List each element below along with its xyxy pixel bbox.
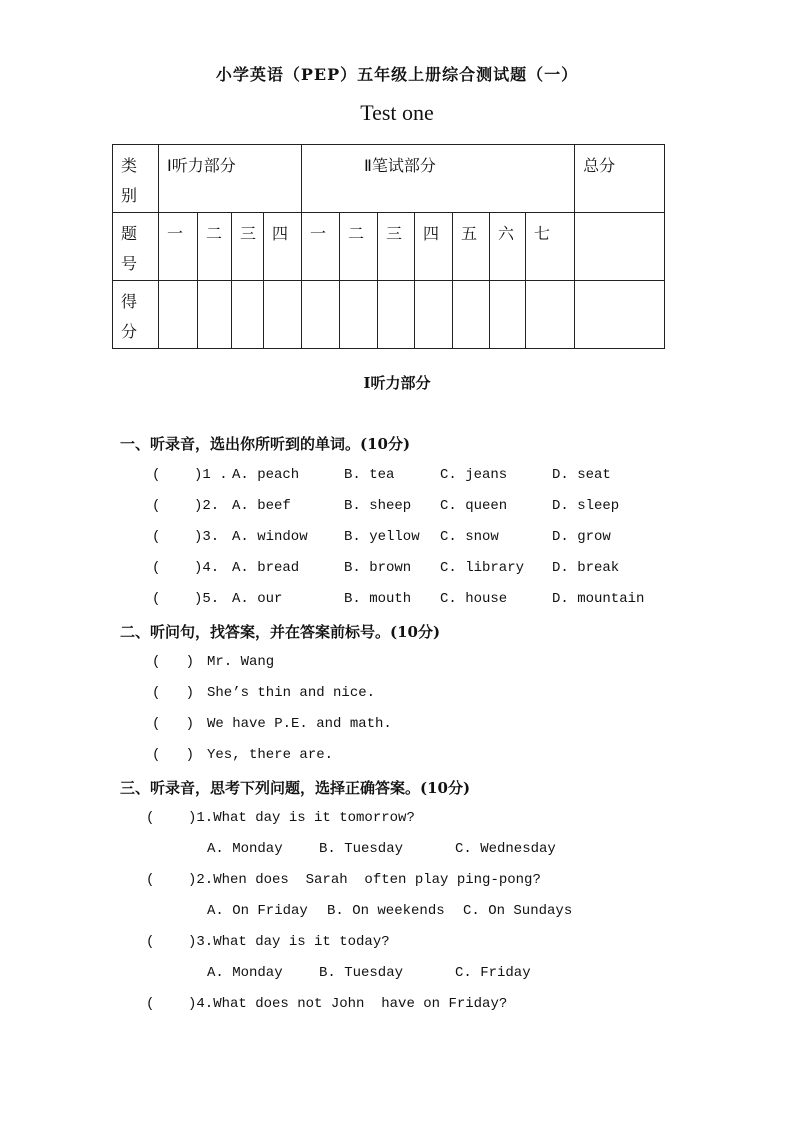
option-d: D. sleep	[552, 498, 620, 514]
question-number-cell: 七	[526, 213, 575, 281]
option-c: C. Friday	[455, 965, 531, 981]
option-a: A. our	[232, 591, 283, 607]
option-a: A. peach	[232, 467, 300, 483]
option-d: D. seat	[552, 467, 611, 483]
question-number-cell: 四	[415, 213, 453, 281]
option-b: B. sheep	[344, 498, 412, 514]
option-b: B. yellow	[344, 529, 420, 545]
score-entry-cell[interactable]	[340, 281, 378, 349]
score-row-number	[113, 213, 665, 281]
option-c: C. library	[440, 560, 525, 576]
answer-text: She’s thin and nice.	[207, 685, 376, 701]
score-entry-cell[interactable]	[264, 281, 302, 349]
option-c: C. Wednesday	[455, 841, 556, 857]
score-row-score	[113, 281, 665, 349]
option-c: C. jeans	[440, 467, 508, 483]
option-d: D. grow	[552, 529, 611, 545]
answer-text: Yes, there are.	[207, 747, 334, 763]
q3-heading: 三、听录音，思考下列问题，选择正确答案。(10分)	[120, 779, 471, 797]
question-number-cell: 五	[453, 213, 490, 281]
q1-heading: 一、听录音，选出你所听到的单词。(10分)	[120, 435, 411, 453]
question-number-cell: 三	[378, 213, 415, 281]
score-entry-cell[interactable]	[453, 281, 490, 349]
answer-blank[interactable]: ( )	[152, 747, 195, 763]
score-entry-cell[interactable]	[415, 281, 453, 349]
score-entry-cell[interactable]	[232, 281, 264, 349]
question-text: ( )2.When does Sarah often play ping-pong?	[146, 872, 541, 888]
option-c: C. snow	[440, 529, 499, 545]
answer-text: Mr. Wang	[207, 654, 275, 670]
option-b: B. mouth	[344, 591, 412, 607]
score-table	[112, 144, 665, 349]
option-b: B. Tuesday	[319, 841, 404, 857]
answer-blank[interactable]: ( )	[152, 716, 195, 732]
answer-text: We have P.E. and math.	[207, 716, 392, 732]
question-text: ( )4.What does not John have on Friday?	[146, 996, 508, 1012]
answer-blank[interactable]: ( )3.	[152, 529, 220, 545]
answer-blank[interactable]: ( )2.	[152, 498, 220, 514]
score-entry-cell[interactable]	[378, 281, 415, 349]
option-b: B. tea	[344, 467, 395, 483]
option-b: B. brown	[344, 560, 412, 576]
score-entry-cell[interactable]	[159, 281, 198, 349]
page-subtitle: Test one	[360, 100, 434, 125]
answer-blank[interactable]: ( )	[152, 654, 195, 670]
row-label-score: 得 分	[113, 281, 159, 349]
score-entry-cell[interactable]	[198, 281, 232, 349]
question-text: ( )1.What day is it tomorrow?	[146, 810, 415, 826]
option-a: A. Monday	[207, 965, 283, 981]
score-entry-cell[interactable]	[490, 281, 526, 349]
option-b: B. Tuesday	[319, 965, 404, 981]
option-d: D. mountain	[552, 591, 645, 607]
question-number-cell: 二	[340, 213, 378, 281]
option-b: B. On weekends	[327, 903, 445, 919]
writing-part-header: Ⅱ笔试部分	[302, 145, 575, 213]
row-label-number: 题 号	[113, 213, 159, 281]
answer-blank[interactable]: ( )1 .	[152, 467, 228, 483]
option-c: C. queen	[440, 498, 508, 514]
question-number-cell: 六	[490, 213, 526, 281]
question-number-cell: 一	[159, 213, 198, 281]
answer-blank[interactable]: ( )4.	[152, 560, 220, 576]
option-a: A. beef	[232, 498, 291, 514]
row-label-category: 类 别	[113, 145, 159, 213]
option-c: C. house	[440, 591, 508, 607]
score-entry-cell[interactable]	[575, 281, 665, 349]
question-number-cell: 二	[198, 213, 232, 281]
option-a: A. bread	[232, 560, 300, 576]
total-score-header: 总分	[575, 145, 665, 213]
score-row-category	[113, 145, 665, 213]
score-entry-cell[interactable]	[302, 281, 340, 349]
q2-heading: 二、听问句，找答案，并在答案前标号。(10分)	[120, 623, 441, 641]
option-d: D. break	[552, 560, 620, 576]
listening-section-title: Ⅰ听力部分	[363, 374, 431, 392]
option-c: C. On Sundays	[463, 903, 573, 919]
option-a: A. Monday	[207, 841, 283, 857]
option-a: A. On Friday	[207, 903, 308, 919]
question-number-cell: 三	[232, 213, 264, 281]
listening-part-header: Ⅰ听力部分	[159, 145, 302, 213]
score-entry-cell[interactable]	[526, 281, 575, 349]
blank-cell	[575, 213, 665, 281]
answer-blank[interactable]: ( )	[152, 685, 195, 701]
page-title: 小学英语（PEP）五年级上册综合测试题（一）	[215, 65, 579, 84]
option-a: A. window	[232, 529, 308, 545]
answer-blank[interactable]: ( )5.	[152, 591, 220, 607]
question-number-cell: 四	[264, 213, 302, 281]
question-number-cell: 一	[302, 213, 340, 281]
question-text: ( )3.What day is it today?	[146, 934, 390, 950]
